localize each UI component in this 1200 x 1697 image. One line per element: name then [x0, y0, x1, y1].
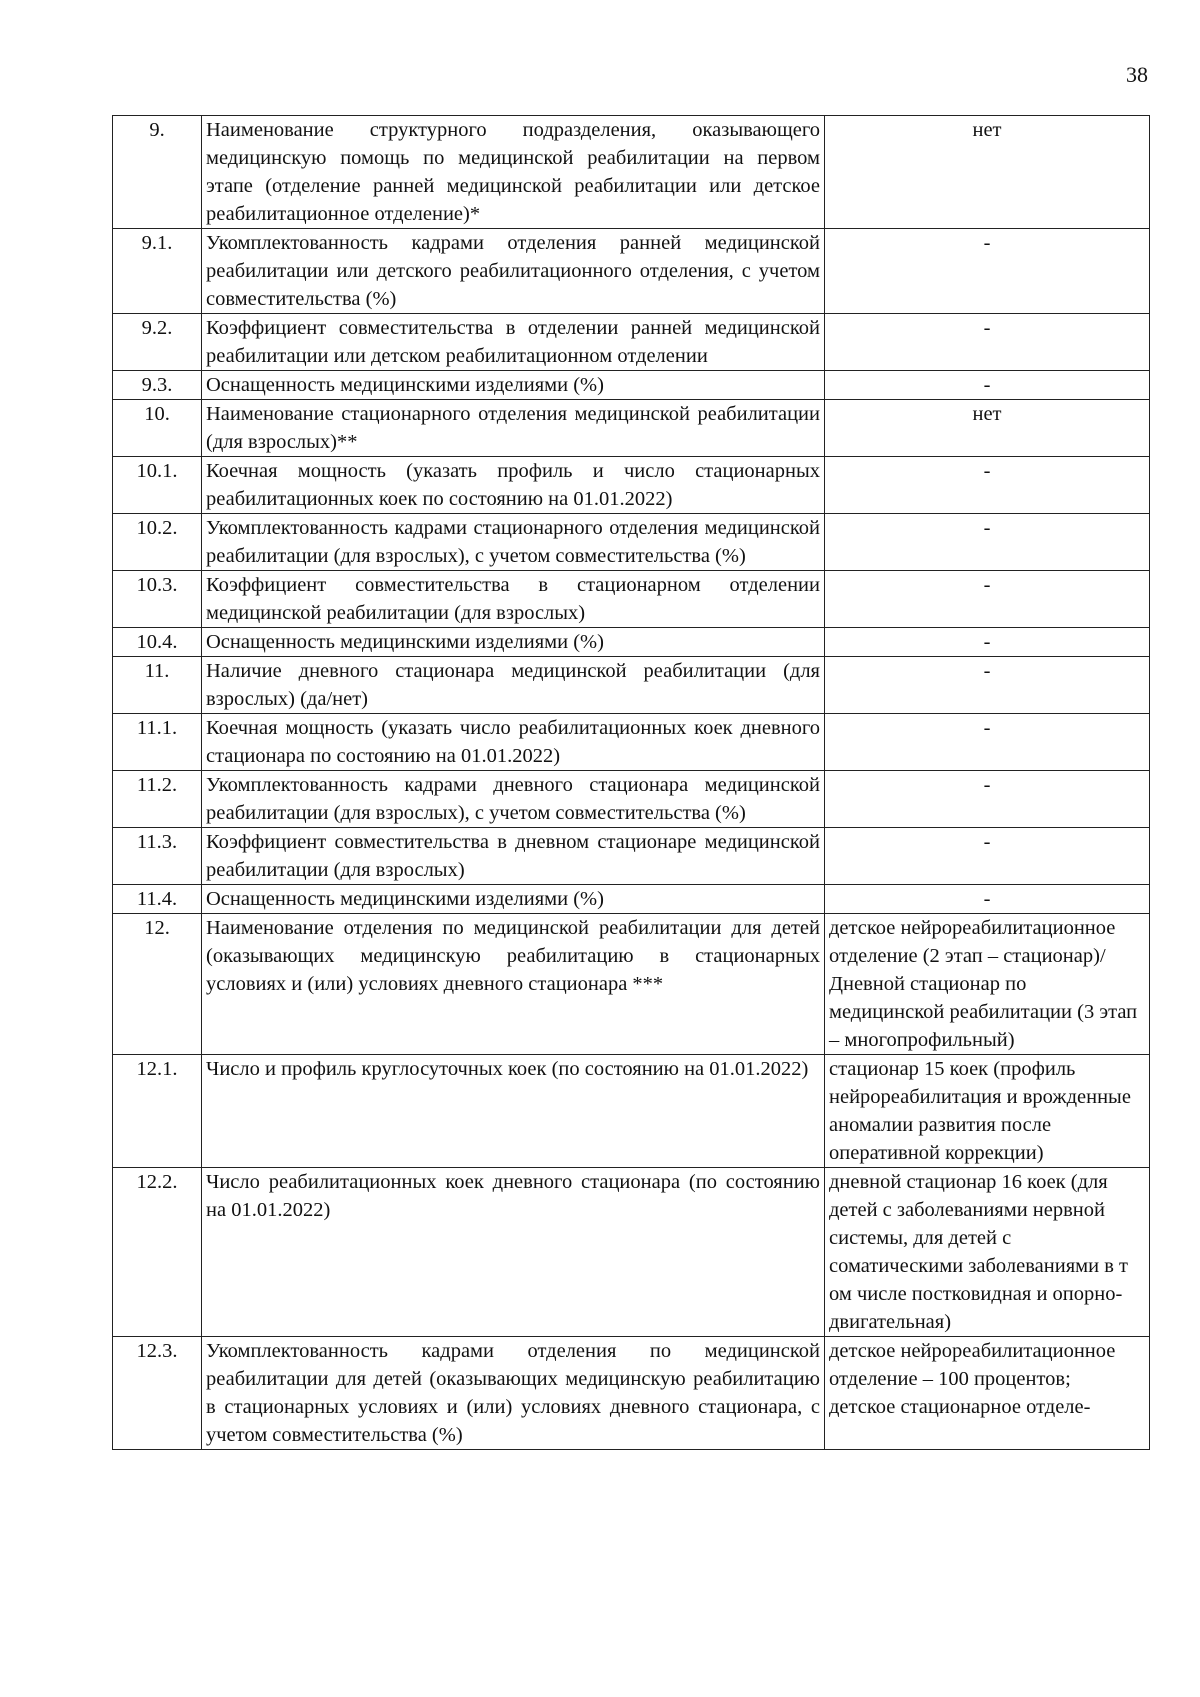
indicator-value: стационар 15 коек (профиль нейрореабилитация и врожденные аномалии развития после оперативной коррекции): [825, 1055, 1150, 1168]
indicator-value: -: [825, 571, 1150, 628]
table-row: [113, 714, 1150, 771]
indicator-name: Коэффициент совместительства в отделении ранней медицинской реабилитации или детском реабилитационном отделении: [202, 314, 825, 371]
table-row: [113, 571, 1150, 628]
row-number: 11.2.: [113, 771, 202, 828]
row-number: 9.: [113, 116, 202, 229]
row-number: 12.3.: [113, 1337, 202, 1450]
indicator-name: Наименование отделения по медицинской реабилитации для детей (оказывающих медицинскую реабилитацию в стационарных условиях и (или) условиях дневного стационара ***: [202, 914, 825, 1055]
table-row: [113, 771, 1150, 828]
indicator-name: Укомплектованность кадрами отделения по медицинской реабилитации для детей (оказывающих медицинскую реабилитацию в стационарных условиях и (или) условиях дневного стационара, с учетом совместительства (%): [202, 1337, 825, 1450]
table-row: [113, 314, 1150, 371]
row-number: 11.1.: [113, 714, 202, 771]
indicator-value: -: [825, 314, 1150, 371]
indicator-name: Укомплектованность кадрами стационарного отделения медицинской реабилитации (для взрослых), с учетом совместительства (%): [202, 514, 825, 571]
indicator-value: детское нейрореабилитационное отделение (2 этап – стационар)/Дневной стационар по медицинской реабилитации (3 этап – многопрофильный): [825, 914, 1150, 1055]
row-number: 10.4.: [113, 628, 202, 657]
table-row: [113, 457, 1150, 514]
indicator-name: Укомплектованность кадрами дневного стационара медицинской реабилитации (для взрослых), с учетом совместительства (%): [202, 771, 825, 828]
indicator-name: Оснащенность медицинскими изделиями (%): [202, 371, 825, 400]
row-number: 10.2.: [113, 514, 202, 571]
row-number: 9.3.: [113, 371, 202, 400]
table-row: [113, 116, 1150, 229]
row-number: 12.1.: [113, 1055, 202, 1168]
row-number: 10.3.: [113, 571, 202, 628]
indicator-value: -: [825, 628, 1150, 657]
table-row: [113, 914, 1150, 1055]
indicator-name: Наименование структурного подразделения, оказывающего медицинскую помощь по медицинской реабилитации на первом этапе (отделение ранней медицинской реабилитации или детское реабилитационное отделение)*: [202, 116, 825, 229]
table-row: [113, 1337, 1150, 1450]
indicator-name: Оснащенность медицинскими изделиями (%): [202, 628, 825, 657]
indicator-value: -: [825, 885, 1150, 914]
indicator-name: Коечная мощность (указать профиль и число стационарных реабилитационных коек по состоянию на 01.01.2022): [202, 457, 825, 514]
indicator-value: -: [825, 828, 1150, 885]
row-number: 12.2.: [113, 1168, 202, 1337]
table-row: [113, 828, 1150, 885]
indicator-value: -: [825, 771, 1150, 828]
indicator-value: детское нейрореабилитационное отделение – 100 процентов; детское стационарное отделе-: [825, 1337, 1150, 1450]
table-row: [113, 229, 1150, 314]
row-number: 9.1.: [113, 229, 202, 314]
indicator-value: -: [825, 657, 1150, 714]
indicator-name: Коэффициент совместительства в дневном стационаре медицинской реабилитации (для взрослых): [202, 828, 825, 885]
indicator-name: Оснащенность медицинскими изделиями (%): [202, 885, 825, 914]
table-row: [113, 628, 1150, 657]
table-row: [113, 371, 1150, 400]
indicator-name: Укомплектованность кадрами отделения ранней медицинской реабилитации или детского реабилитационного отделения, с учетом совместительства (%): [202, 229, 825, 314]
row-number: 11.4.: [113, 885, 202, 914]
indicator-name: Коэффициент совместительства в стационарном отделении медицинской реабилитации (для взрослых): [202, 571, 825, 628]
row-number: 11.: [113, 657, 202, 714]
indicator-value: -: [825, 514, 1150, 571]
table-row: [113, 514, 1150, 571]
row-number: 10.: [113, 400, 202, 457]
row-number: 9.2.: [113, 314, 202, 371]
indicators-table: [112, 115, 1150, 1450]
page-number: 38: [1126, 62, 1148, 87]
indicator-value: нет: [825, 116, 1150, 229]
indicator-value: нет: [825, 400, 1150, 457]
row-number: 11.3.: [113, 828, 202, 885]
indicator-value: -: [825, 714, 1150, 771]
table-row: [113, 400, 1150, 457]
table-row: [113, 1168, 1150, 1337]
indicator-name: Коечная мощность (указать число реабилитационных коек дневного стационара по состоянию на 01.01.2022): [202, 714, 825, 771]
indicator-name: Число реабилитационных коек дневного стационара (по состоянию на 01.01.2022): [202, 1168, 825, 1337]
row-number: 12.: [113, 914, 202, 1055]
table-row: [113, 1055, 1150, 1168]
indicator-name: Наличие дневного стационара медицинской реабилитации (для взрослых) (да/нет): [202, 657, 825, 714]
indicator-value: дневной стационар 16 коек (для детей с заболеваниями нервной системы, для детей с соматическими заболеваниями в т ом числе постковидная и опорно-двигательная): [825, 1168, 1150, 1337]
indicator-value: -: [825, 371, 1150, 400]
table-row: [113, 885, 1150, 914]
indicator-name: Число и профиль круглосуточных коек (по состоянию на 01.01.2022): [202, 1055, 825, 1168]
indicator-value: -: [825, 229, 1150, 314]
row-number: 10.1.: [113, 457, 202, 514]
indicator-value: -: [825, 457, 1150, 514]
indicator-name: Наименование стационарного отделения медицинской реабилитации (для взрослых)**: [202, 400, 825, 457]
table-row: [113, 657, 1150, 714]
